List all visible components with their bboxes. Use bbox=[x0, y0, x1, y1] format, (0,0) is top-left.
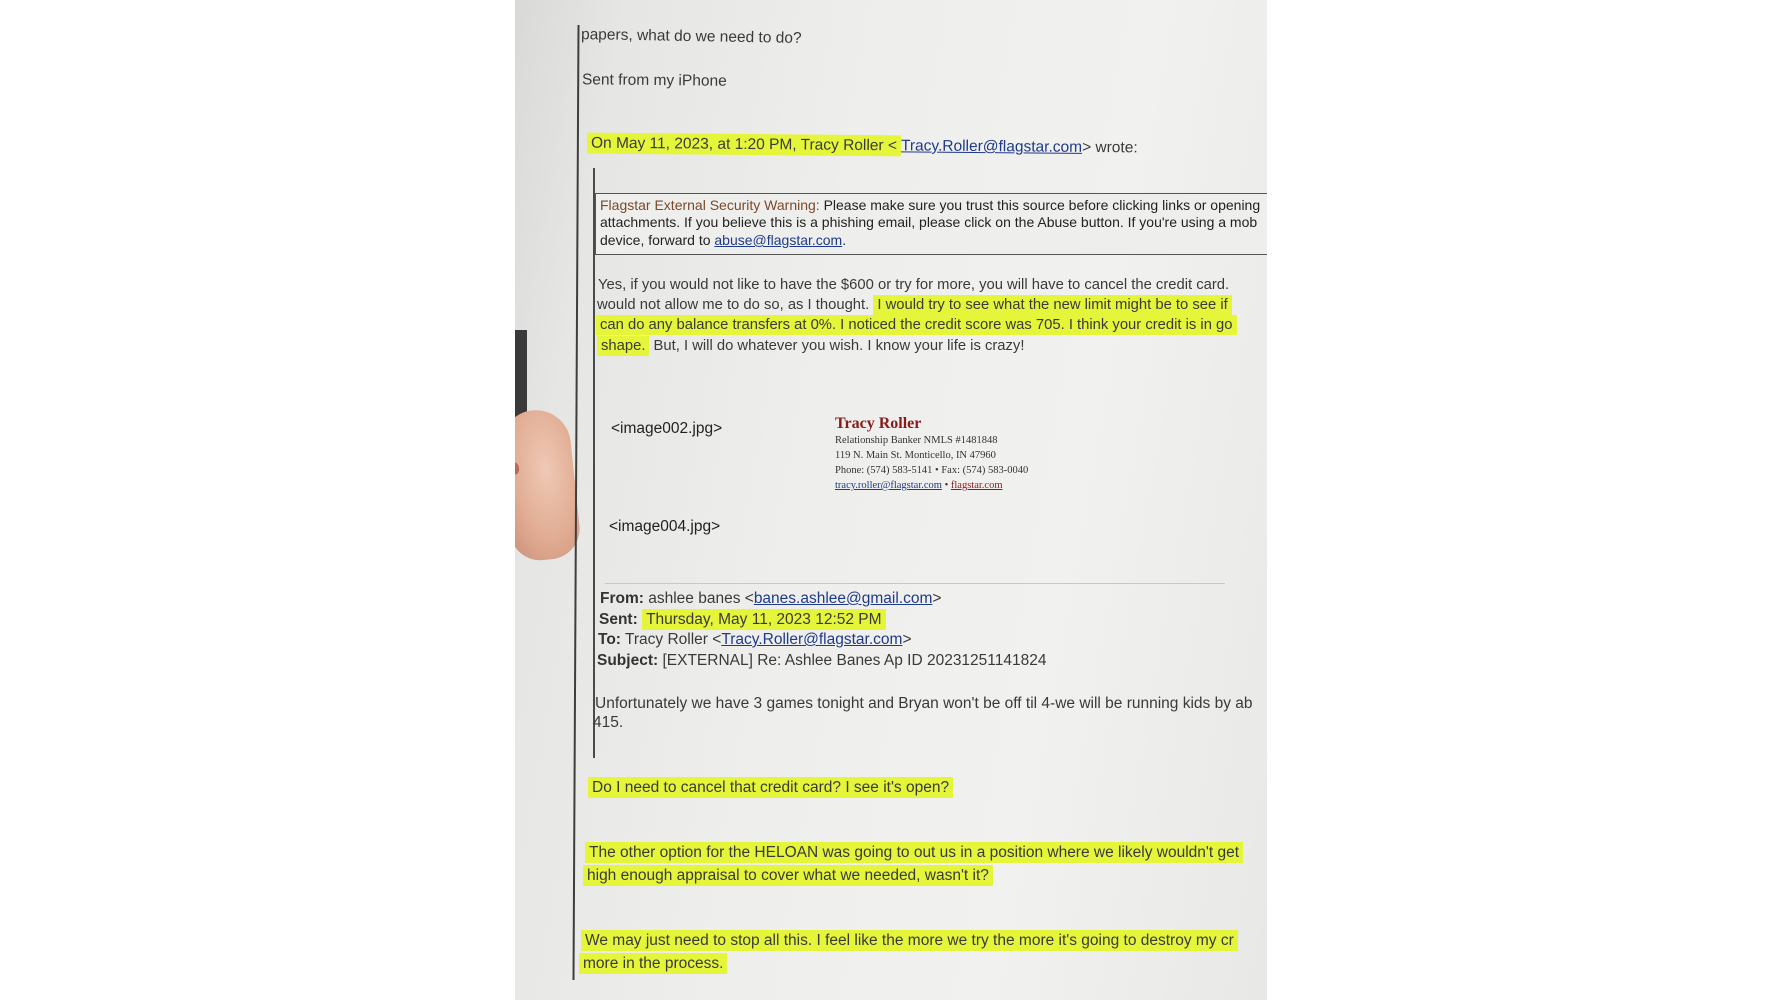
signature-address: 119 N. Main St. Monticello, IN 47960 bbox=[835, 450, 996, 461]
warning-line-3-prefix: device, forward to bbox=[600, 232, 715, 248]
sent-label: Sent: bbox=[599, 611, 638, 628]
header-to bbox=[598, 631, 912, 649]
reply-line-2-highlight: I would try to see what the new limit might be to see if bbox=[873, 295, 1231, 315]
reply-line-2-plain: would not allow me to do so, as I thought. bbox=[597, 297, 874, 313]
wrote-line bbox=[587, 135, 1138, 158]
warning-label: Flagstar External Security Warning: bbox=[600, 197, 820, 213]
header-sent bbox=[599, 611, 886, 629]
subject-label: Subject: bbox=[597, 652, 659, 669]
body-p3-line1-highlight: The other option for the HELOAN was going to out us in a position where we likely wouldn't get bbox=[585, 842, 1243, 863]
reply-line-2 bbox=[597, 297, 1232, 313]
body-p1-line1: Unfortunately we have 3 games tonight and Bryan won't be off til 4-we will be running kids by ab bbox=[595, 695, 1253, 712]
header-subject bbox=[597, 652, 1047, 670]
header-separator bbox=[605, 583, 1225, 584]
wrote-prefix: On May 11, 2023, at 1:20 PM, Tracy Roller < bbox=[590, 134, 898, 155]
top-line: papers, what do we need to do? bbox=[580, 26, 802, 47]
image002-placeholder: <image002.jpg> bbox=[611, 420, 723, 437]
wrote-suffix: > wrote: bbox=[1082, 138, 1138, 157]
reply-line-4-highlight: shape. bbox=[597, 336, 649, 356]
thumb bbox=[515, 407, 583, 563]
abuse-email-link[interactable]: abuse@flagstar.com bbox=[714, 232, 843, 248]
signature-email-link[interactable]: tracy.roller@flagstar.com bbox=[835, 480, 942, 491]
image004-placeholder: <image004.jpg> bbox=[609, 518, 721, 535]
warning-line-1 bbox=[600, 197, 1260, 213]
body-p3-line1 bbox=[585, 844, 1243, 862]
signature-title: Relationship Banker NMLS #1481848 bbox=[835, 435, 998, 446]
body-p4-line2-highlight: more in the process. bbox=[579, 953, 727, 974]
from-email-link[interactable]: banes.ashlee@gmail.com bbox=[753, 590, 933, 607]
to-label: To: bbox=[598, 631, 621, 648]
reply-line-1: Yes, if you would not like to have the $600 or try for more, you will have to cancel the credit card. bbox=[598, 277, 1230, 293]
header-from bbox=[600, 590, 941, 608]
body-p3-line2-highlight: high enough appraisal to cover what we needed, wasn't it? bbox=[583, 865, 993, 886]
email-signature bbox=[835, 415, 1028, 493]
body-p4-line1 bbox=[581, 932, 1238, 950]
signature-name: Tracy Roller bbox=[835, 415, 922, 432]
from-label: From: bbox=[600, 590, 644, 607]
subject-value: [EXTERNAL] Re: Ashlee Banes Ap ID 20231251141824 bbox=[658, 652, 1047, 669]
quote-bar-inner bbox=[593, 168, 595, 758]
warning-line-1-text: Please make sure you trust this source before clicking links or opening bbox=[819, 197, 1261, 213]
reply-line-4 bbox=[597, 338, 1024, 354]
to-name: Tracy Roller < bbox=[620, 631, 722, 648]
body-p2 bbox=[588, 779, 953, 797]
sent-from-line: Sent from my iPhone bbox=[581, 71, 727, 90]
reply-line-3-highlight: can do any balance transfers at 0%. I noticed the credit score was 705. I think your credit is in go bbox=[596, 315, 1237, 335]
body-p2-highlight: Do I need to cancel that credit card? I see it's open? bbox=[588, 777, 953, 798]
body-p4-line2 bbox=[579, 955, 727, 973]
sent-value: Thursday, May 11, 2023 12:52 PM bbox=[642, 609, 886, 630]
signature-site-link[interactable]: flagstar.com bbox=[950, 480, 1003, 491]
warning-line-3 bbox=[600, 232, 846, 248]
body-p1-line2: 415. bbox=[593, 714, 624, 731]
to-close: > bbox=[902, 631, 912, 648]
reply-line-3 bbox=[596, 317, 1237, 333]
from-close: > bbox=[932, 590, 942, 607]
signature-bullet: • bbox=[941, 480, 951, 491]
body-p4-line1-highlight: We may just need to stop all this. I feel like the more we try the more it's going to destroy my cr bbox=[581, 930, 1238, 951]
tracy-email-link[interactable]: Tracy.Roller@flagstar.com bbox=[900, 137, 1083, 156]
document-photo bbox=[515, 0, 1267, 1000]
body-p3-line2 bbox=[583, 867, 993, 885]
from-name: ashlee banes < bbox=[643, 590, 754, 607]
signature-phone: Phone: (574) 583-5141 • Fax: (574) 583-0040 bbox=[835, 465, 1029, 476]
warning-line-2: attachments. If you believe this is a phishing email, please click on the Abuse button. If you're using a mob bbox=[600, 214, 1258, 230]
signature-links bbox=[835, 478, 1028, 493]
reply-line-4-plain: But, I will do whatever you wish. I know your life is crazy! bbox=[649, 338, 1025, 354]
to-email-link[interactable]: Tracy.Roller@flagstar.com bbox=[721, 631, 903, 648]
warning-line-3-suffix: . bbox=[842, 232, 847, 248]
security-warning-box bbox=[595, 193, 1267, 255]
